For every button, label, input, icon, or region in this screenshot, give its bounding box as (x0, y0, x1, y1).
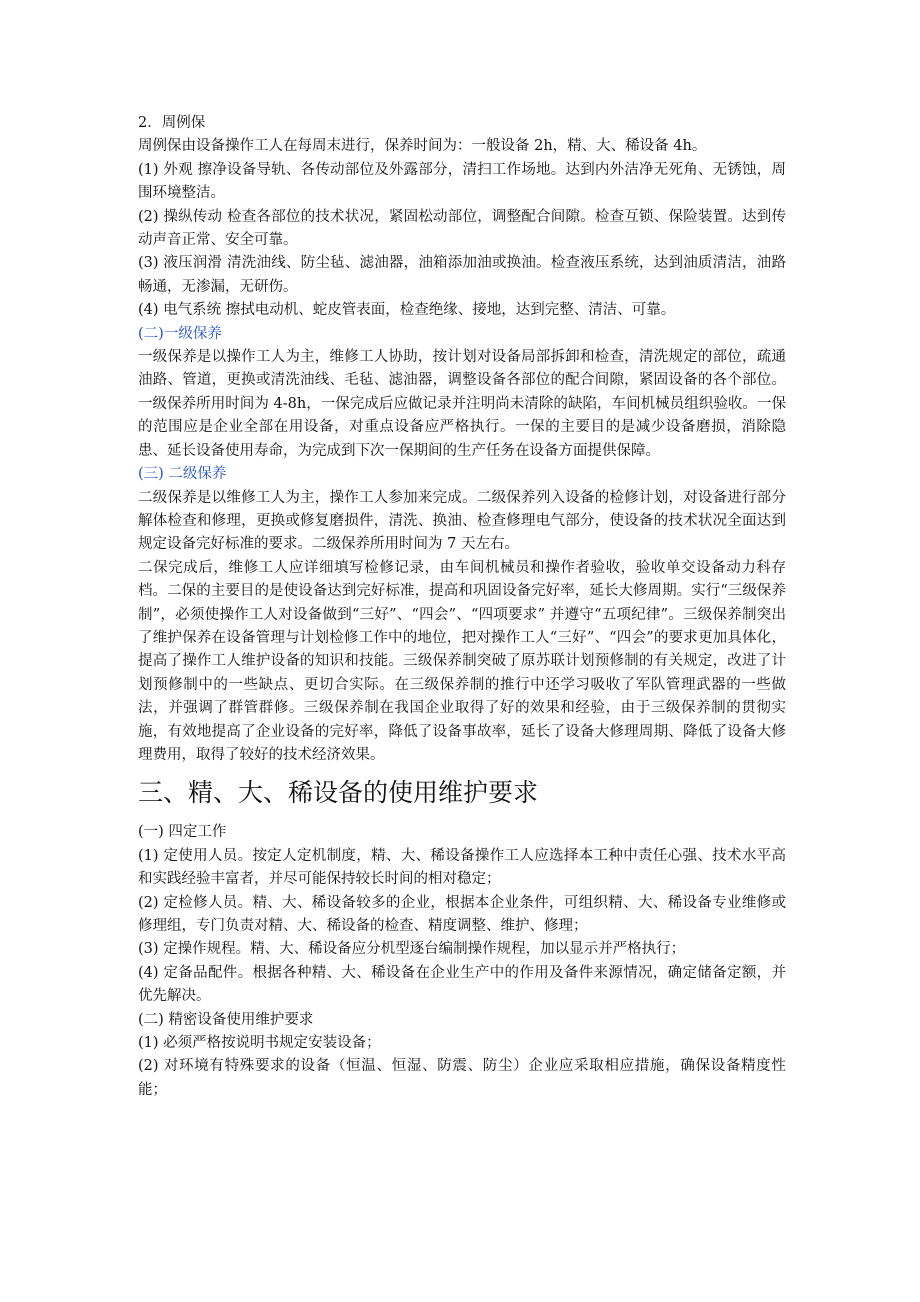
section-title-weekly: 2．周例保 (138, 115, 206, 131)
list-item: (1) 必须严格按说明书规定安装设备； (138, 1035, 381, 1052)
paragraph: 二级保养是以维修工人为主，操作工人参加来完成。二级保养列入设备的检修计划，对设备进行部分解体检查和修理，更换或修复磨损件，清洗、换油、检查修理电气部分，使设备的技术状况全面达到规定设备完好标准的要求。二级保养所用时间为 7 天左右。 (138, 489, 786, 553)
list-item: (3) 定操作规程。精、大、稀设备应分机型逐台编制操作规程，加以显示并严格执行； (138, 941, 686, 958)
list-item: (2) 定检修人员。精、大、稀设备较多的企业，根据本企业条件，可组织精、大、稀设备专业维修或修理组，专门负责对精、大、稀设备的检查、精度调整、维护、修理； (138, 894, 786, 934)
list-item: (4) 电气系统 擦拭电动机、蛇皮管表面，检查绝缘、接地，达到完整、清洁、可靠。 (138, 302, 676, 319)
list-item: (1) 定使用人员。按定人定机制度，精、大、稀设备操作工人应选择本工种中责任心强、技术水平高和实践经验丰富者，并尽可能保持较长时间的相对稳定； (138, 847, 786, 888)
document-body (138, 112, 786, 1102)
paragraph: 周例保由设备操作工人在每周末进行，保养时间为：一般设备 2h，精、大、稀设备 4h。 (138, 138, 707, 155)
subheading-second-level: (三) 二级保养 (138, 466, 227, 483)
list-item: (2) 对环境有特殊要求的设备（恒温、恒湿、防震、防尘）企业应采取相应措施，确保设备精度性能； (138, 1058, 786, 1098)
paragraph: 一级保养是以操作工人为主，维修工人协助，按计划对设备局部拆卸和检查，清洗规定的部位，疏通油路、管道，更换或清洗油线、毛毡、滤油器，调整设备各部位的配合间隙，紧固设备的各个部位。一级保养所用时间为 4-8h，一保完成后应做记录并注明尚未清除的缺陷，车间机械员组织验收。一保的范围应是企业全部在用设备，对重点设备应严格执行。一保的主要目的是减少设备磨损，消除隐患、延长设备使用寿命，为完成到下次一保期间的生产任务在设备方面提供保障。 (138, 349, 786, 459)
paragraph: 二保完成后，维修工人应详细填写检修记录，由车间机械员和操作者验收，验收单交设备动力科存档。二保的主要目的是使设备达到完好标准，提高和巩固设备完好率，延长大修周期。实行“三级保养制”，必须使操作工人对设备做到“三好”、“四会”、“四项要求” 并遵守“五项纪律”。三级保养制突出了维护保养在设备管理与计划检修工作中的地位，把对操作工人“三好”、“四会”的要求更加具体化，提高了操作工人维护设备的知识和技能。三级保养制突破了原苏联计划预修制的有关规定，改进了计划预修制中的一些缺点、更切合实际。在三级保养制的推行中还学习吸收了军队管理武器的一些做法，并强调了群管群修。三级保养制在我国企业取得了好的效果和经验，由于三级保养制的贯彻实施，有效地提高了企业设备的完好率，降低了设备事故率，延长了设备大修理周期、降低了设备大修理费用，取得了较好的技术经济效果。 (138, 559, 786, 763)
subheading-precision: (二) 精密设备使用维护要求 (138, 1011, 314, 1028)
subheading-four-fixed: (一) 四定工作 (138, 824, 227, 841)
list-item: (3) 液压润滑 清洗油线、防尘毡、滤油器，油箱添加油或换油。检查液压系统，达到油质清洁，油路畅通，无渗漏，无研伤。 (138, 255, 786, 295)
list-item: (1) 外观 擦净设备导轨、各传动部位及外露部分，清扫工作场地。达到内外洁净无死角、无锈蚀，周围环境整洁。 (138, 161, 786, 202)
list-item: (2) 操纵传动 检查各部位的技术状况，紧固松动部位，调整配合间隙。检查互锁、保险装置。达到传动声音正常、安全可靠。 (138, 208, 786, 249)
subheading-first-level: (二)一级保养 (138, 325, 222, 342)
list-item: (4) 定备品配件。根据各种精、大、稀设备在企业生产中的作用及备件来源情况，确定储备定额，并优先解决。 (138, 964, 786, 1005)
section-heading: 三、精、大、稀设备的使用维护要求 (138, 778, 539, 808)
